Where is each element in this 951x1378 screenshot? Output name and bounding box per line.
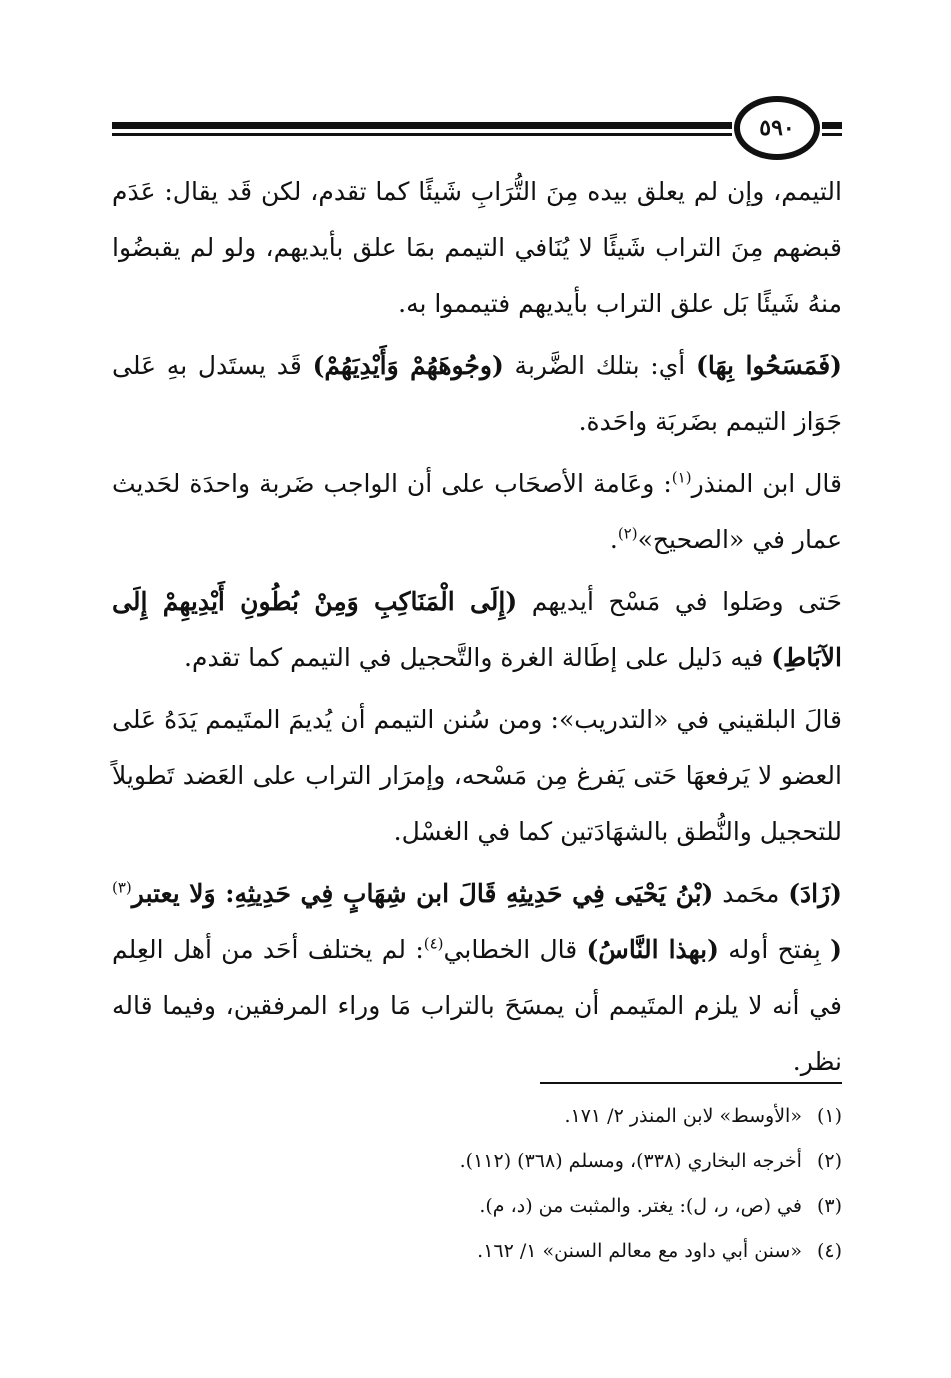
footnote — [112, 1229, 842, 1274]
main-text — [112, 164, 842, 1096]
footnote-number: (٢) — [816, 1150, 842, 1172]
footnote-text: «سنن أبي داود مع معالم السنن» ١/ ١٦٢. — [477, 1240, 808, 1262]
footnote — [112, 1184, 842, 1229]
hadith-quote: (بْنُ يَحْيَى فِي حَدِيثِهِ قَالَ ابن شِهَابٍ فِي حَدِيثِهِ: وَلا يعتبر — [131, 879, 714, 908]
text-run: قَد يستَدل بهِ عَلى جَوَاز التيمم بضَربَة واحَدة. — [112, 351, 842, 436]
paragraph — [112, 574, 842, 686]
paragraph — [112, 866, 842, 1090]
page-number: ٥٩٠ — [734, 96, 820, 160]
footnote — [112, 1139, 842, 1184]
footnotes-divider — [540, 1082, 842, 1084]
hadith-quote: ( — [830, 935, 843, 964]
header-rule-right — [822, 122, 842, 129]
text-run: محَمد — [713, 879, 789, 908]
footnote-number: (٤) — [816, 1240, 842, 1262]
footnote-ref: (٢) — [617, 524, 638, 543]
footnote-ref: (٣) — [112, 878, 132, 897]
footnote-text: في (ص، ر، ل): يغتر. والمثبت من (د، م). — [479, 1195, 808, 1217]
text-run: أي: بتلك الضَّربة — [503, 351, 697, 380]
text-run: قال ابن المنذر — [691, 469, 842, 498]
paragraph — [112, 692, 842, 860]
paragraph — [112, 456, 842, 568]
hadith-quote: (إِلَى الْمَنَاكِبِ وَمِنْ بُطُونِ أَيْدِيهِمْ إِلَى الآبَاطِ) — [112, 587, 842, 672]
footnote-text: «الأوسط» لابن المنذر ٢/ ١٧١. — [564, 1105, 808, 1127]
footnotes — [112, 1094, 842, 1274]
header-rule-thin — [112, 133, 732, 136]
text-run: حَتى وصَلوا في مَسْح أيديهم — [517, 587, 842, 616]
paragraph — [112, 338, 842, 450]
text-run: قال الخطابي — [443, 935, 587, 964]
text-run: التيمم، وإن لم يعلق بيده مِنَ التُّرَابِ شَيئًا كما تقدم، لكن قَد يقال: عَدَم قبضهم مِنَ التراب شَيئًا لا يُنَافي التيمم بمَا علق بأيديهم، ولو لم يقبضُوا منهُ شَيئًا بَل علق التراب بأيديهم فتيمموا به. — [112, 177, 842, 318]
paragraph — [112, 164, 842, 332]
hadith-quote: (زَادَ) — [788, 879, 842, 908]
text-run: : وعَامة الأصحَاب على أن الواجب ضَربة واحدَة لحَديث عمار في «الصحيح» — [112, 469, 842, 554]
page-header — [112, 96, 842, 166]
hadith-quote: (وجُوهَهُمْ وَأَيْدِيَهُمْ) — [312, 351, 504, 380]
footnote — [112, 1094, 842, 1139]
footnote-ref: (٤) — [423, 934, 444, 953]
footnote-number: (٣) — [816, 1195, 842, 1217]
hadith-quote: (فَمَسَحُوا بِهَا) — [696, 351, 842, 380]
text-run: بِفتح أوله — [718, 935, 831, 964]
footnote-number: (١) — [816, 1105, 842, 1127]
text-run: . — [609, 525, 618, 554]
text-run: : لم يختلف أحَد من أهل العِلم في أنه لا يلزم المتَيمم أن يمسَحَ بالتراب مَا وراء المرفقين، وفيما قاله نظر. — [112, 935, 842, 1076]
hadith-quote: (بهذا النَّاسُ) — [586, 935, 719, 964]
footnote-ref: (١) — [671, 468, 692, 487]
text-run: فيه دَليل على إطَالة الغرة والتَّحجيل في التيمم كما تقدم. — [184, 643, 772, 672]
header-rule-right-thin — [822, 133, 842, 136]
footnote-text: أخرجه البخاري (٣٣٨)، ومسلم (٣٦٨) (١١٢). — [459, 1150, 808, 1172]
text-run: قالَ البلقيني في «التدريب»: ومن سُنن التيمم أن يُديمَ المتَيمم يَدَهُ عَلى العضو لا يَرفعهَا حَتى يَفرغ مِن مَسْحه، وإمرَار التراب على العَضد تَطويلاً للتحجيل والنُّطق بالشهَادَتين كما في الغسْل. — [112, 705, 842, 846]
header-rule — [112, 122, 732, 129]
